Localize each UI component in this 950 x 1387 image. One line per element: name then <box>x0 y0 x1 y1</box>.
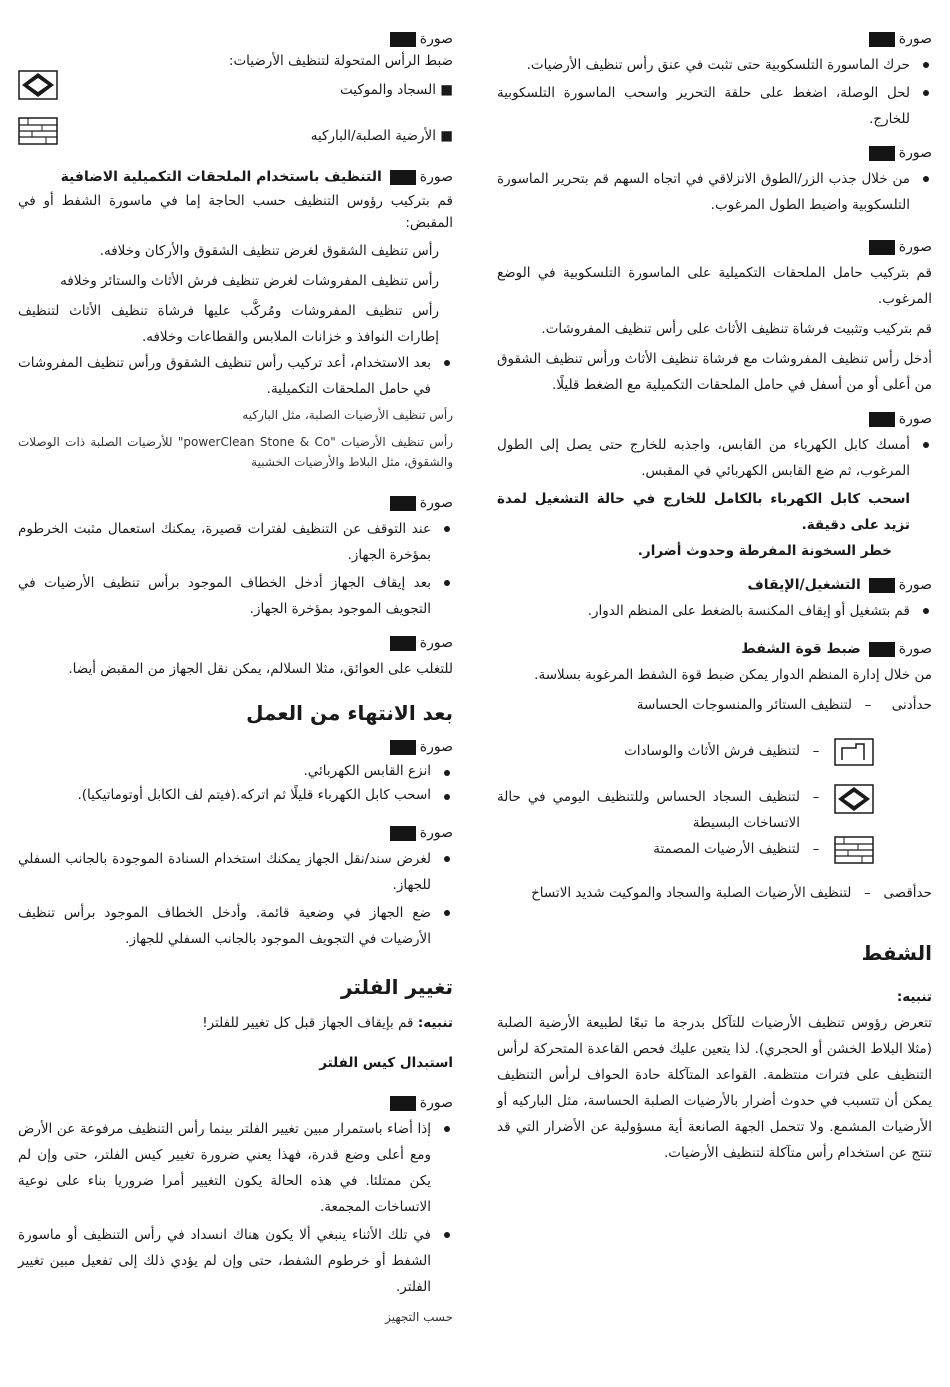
figure-number-box <box>869 412 895 427</box>
power-level-row: – لتنظيف السجاد الحساس وللتنظيف اليومي في حالة الاتساخات البسيطة <box>497 784 932 836</box>
paragraph: رأس تنظيف المفروشات لغرض تنظيف فرش الأثاث والستائر وخلافه <box>60 273 439 289</box>
warning-text: خطر السخونة المفرطة وحدوث أضرار. <box>637 543 892 559</box>
list-item: في تلك الأثناء ينبغي ألا يكون هناك انسداد في رأس التنظيف أو ماسورة الشفط أو خرطوم الشفط، حتى وإن لم يؤدي ذلك إلى تفعيل مبين تغيير الفلتر. <box>18 1222 453 1300</box>
left-column <box>18 18 453 1328</box>
list-item: إذا أضاء باستمرار مبين تغيير الفلتر بينما رأس التنظيف مرفوعة عن الأرض ومع أعلى وضع قدرة، فهذا يعني ضرورة تغيير كيس الفلتر، حتى وإن لم يكن ممتلئا. في هذه الحالة يكون التغيير أمرا ضروريا بناء على نوعية الاتساخات المجمعة. <box>18 1116 453 1220</box>
power-level-row: حدأقصى – لتنظيف الأرضيات الصلبة والسجاد والموكيت شديد الاتساخ <box>497 880 932 906</box>
figure-number-box <box>390 740 416 755</box>
small-note: رأس تنظيف الأرضيات الصلبة، مثل الباركيه <box>242 408 453 422</box>
figure-number-box <box>390 496 416 511</box>
list-item: انزع القابس الكهربائي. <box>18 760 453 782</box>
min-label: حدأدنى <box>891 697 932 713</box>
figure-number-box <box>390 826 416 841</box>
list-item: حرك الماسورة التلسكوبية حتى تثبت في عنق رأس تنظيف الأرضيات. <box>497 52 932 78</box>
power-level-row: – لتنظيف الأرضيات المصمتة <box>497 836 932 864</box>
list-item: عند التوقف عن التنظيف لفترات قصيرة، يمكنك استعمال مثبت الخرطوم بمؤخرة الجهاز. <box>18 516 453 568</box>
section-heading: بعد الانتهاء من العمل <box>246 701 453 725</box>
footer-note: حسب التجهيز <box>385 1310 453 1324</box>
list-item: أمسك كابل الكهرباء من القابس، واجذبه للخارج حتى يصل إلى الطول المرغوب، ثم ضع القابس الكهربائي في المقبس. <box>497 432 932 484</box>
figure-heading: صورة ضبط قوة الشفط <box>741 641 932 657</box>
small-note: رأس تنظيف الأرضيات "powerClean Stone & Co" للأرضيات الصلبة ذات الوصلات والشقوق، مثل البلاط والأرضيات الخشبية <box>18 435 453 469</box>
note-title: تنبيه: <box>896 989 932 1005</box>
paragraph: قم بتركيب وتثبيت فرشاة تنظيف الأثاث على رأس تنظيف المفروشات. <box>541 321 932 337</box>
figure-number-box <box>869 578 895 593</box>
hardfloor-grid-icon <box>832 836 876 864</box>
bullet-list <box>497 598 932 624</box>
section-heading: الشفط <box>861 941 932 965</box>
sub-heading: استبدال كيس الفلتر <box>319 1055 453 1071</box>
bullet-list <box>18 760 453 806</box>
bullet-list <box>497 166 932 218</box>
figure-heading: صورة <box>18 820 453 846</box>
figure-heading: صورة <box>18 26 453 52</box>
list-item: لحل الوصلة، اضغط على حلقة التحرير واسحب الماسورة التلسكوبية للخارج. <box>497 80 932 132</box>
bullet-list <box>497 432 932 484</box>
floor-option-row: ■ السجاد والموكيت <box>18 70 453 109</box>
list-item: بعد الاستخدام، أعد تركيب رأس تنظيف الشقوق ورأس تنظيف المفروشات في حامل الملحقات التكميلية. <box>18 350 453 402</box>
paragraph: من خلال إدارة المنظم الدوار يمكن ضبط قوة الشفط المرغوبة بسلاسة. <box>534 667 932 683</box>
bullet-list <box>18 1116 453 1300</box>
list-item: اسحب كابل الكهرباء قليلًا ثم اتركه.(فيتم لف الكابل أوتوماتيكيا). <box>18 784 453 806</box>
figure-number-box <box>390 636 416 651</box>
section-heading: تغيير الفلتر <box>340 975 453 999</box>
figure-heading: صورة <box>18 734 453 760</box>
paragraph: للتغلب على العوائق، مثلا السلالم، يمكن نقل الجهاز من المقبض أيضا. <box>68 661 453 677</box>
figure-number-box <box>390 32 416 47</box>
bullet-list <box>18 846 453 952</box>
max-label: حدأقصى <box>883 885 932 901</box>
carpet-diamond-icon <box>18 70 58 109</box>
list-item: لغرض سند/نقل الجهاز يمكنك استخدام السنادة الموجودة بالجانب السفلي للجهاز. <box>18 846 453 898</box>
figure-heading: صورة التنظيف باستخدام الملحقات التكميلية الاضافية <box>60 169 453 185</box>
list-item: ضع الجهاز في وضعية قائمة. وأدخل الخطاف الموجود برأس تنظيف الأرضيات في التجويف الموجود بالجانب السفلي للجهاز. <box>18 900 453 952</box>
list-item: بعد إيقاف الجهاز أدخل الخطاف الموجود برأس تنظيف الأرضيات في التجويف الموجود بمؤخرة الجهاز. <box>18 570 453 622</box>
warning-text: اسحب كابل الكهرباء بالكامل للخارج في حالة التشغيل لمدة تزيد على دقيقة. <box>497 491 910 533</box>
carpet-diamond-icon <box>832 784 876 814</box>
bullet-list <box>497 52 932 132</box>
figure-heading: صورة <box>18 490 453 516</box>
figure-heading: صورة <box>18 630 453 656</box>
figure-heading: صورة <box>18 1090 453 1116</box>
floor-option-row: ■ الأرضية الصلبة/الباركيه <box>18 117 453 154</box>
paragraph: أدخل رأس تنظيف المفروشات مع فرشاة تنظيف الأثاث ورأس تنظيف الشقوق من أعلى أو من أسفل في حامل الملحقات التكميلية مع الضغط قليلًا. <box>497 351 932 393</box>
figure-number-box <box>869 32 895 47</box>
note-text: تتعرض رؤوس تنظيف الأرضيات للتآكل بدرجة ما تبعًا لطبيعة الأرضية الصلبة (مثلا البلاط الخشن أو الحجري). لذا يتعين عليك فحص القاعدة المتحركة لرأس التنظيف على فترات منتظمة. القواعد المتآكلة حادة الحواف لرأس التنظيف يمكن أن تتسبب في حدوث أضرار بالأرضيات الصلبة الحساسة، مثل الباركيه أو الأرضيات المشمع. ولا تتحمل الجهة الصانعة أية مسؤولية عن الأضرار التي قد تنتج عن استخدام رأس متآكلة لتنظيف الأرضيات. <box>497 1015 932 1161</box>
figure-heading: صورة <box>497 406 932 432</box>
list-item: من خلال جذب الزر/الطوق الانزلاقي في اتجاه السهم قم بتحرير الماسورة التلسكوبية واضبط الطول المرغوب. <box>497 166 932 218</box>
paragraph: رأس تنظيف الشقوق لغرض تنظيف الشقوق والأركان وخلافه. <box>99 243 439 259</box>
figure-number-box <box>869 240 895 255</box>
figure-heading: صورة <box>497 234 932 260</box>
figure-number-box <box>869 642 895 657</box>
right-column <box>497 18 932 1166</box>
filter-note: تنبيه: قم بإيقاف الجهاز قبل كل تغيير للفلتر! <box>202 1015 453 1031</box>
paragraph: ضبط الرأس المتحولة لتنظيف الأرضيات: <box>228 53 453 69</box>
paragraph: قم بتركيب رؤوس التنظيف حسب الحاجة إما في ماسورة الشفط أو في المقبض: <box>18 193 453 231</box>
figure-heading: صورة التشغيل/الإيقاف <box>747 577 932 593</box>
hardfloor-grid-icon <box>18 117 58 154</box>
figure-number-box <box>390 1096 416 1111</box>
figure-heading: صورة <box>497 140 932 166</box>
bullet-list <box>18 350 453 402</box>
bullet-list <box>18 516 453 622</box>
list-item: قم بتشغيل أو إيقاف المكنسة بالضغط على المنظم الدوار. <box>497 598 932 624</box>
power-level-row: – لتنظيف فرش الأثاث والوسادات <box>497 738 932 766</box>
paragraph: قم بتركيب حامل الملحقات التكميلية على الماسورة التلسكوبية في الوضع المرغوب. <box>497 265 932 307</box>
power-level-row: حدأدنى – لتنظيف الستائر والمنسوجات الحساسة <box>497 692 932 718</box>
furniture-step-icon <box>832 738 876 766</box>
paragraph: رأس تنظيف المفروشات ومُركَّب عليها فرشاة تنظيف الأثاث لتنظيف إطارات النوافذ و خزانات الملابس والقطاعات وخلافه. <box>18 303 439 345</box>
figure-heading: صورة <box>497 26 932 52</box>
figure-number-box <box>390 170 416 185</box>
figure-number-box <box>869 146 895 161</box>
